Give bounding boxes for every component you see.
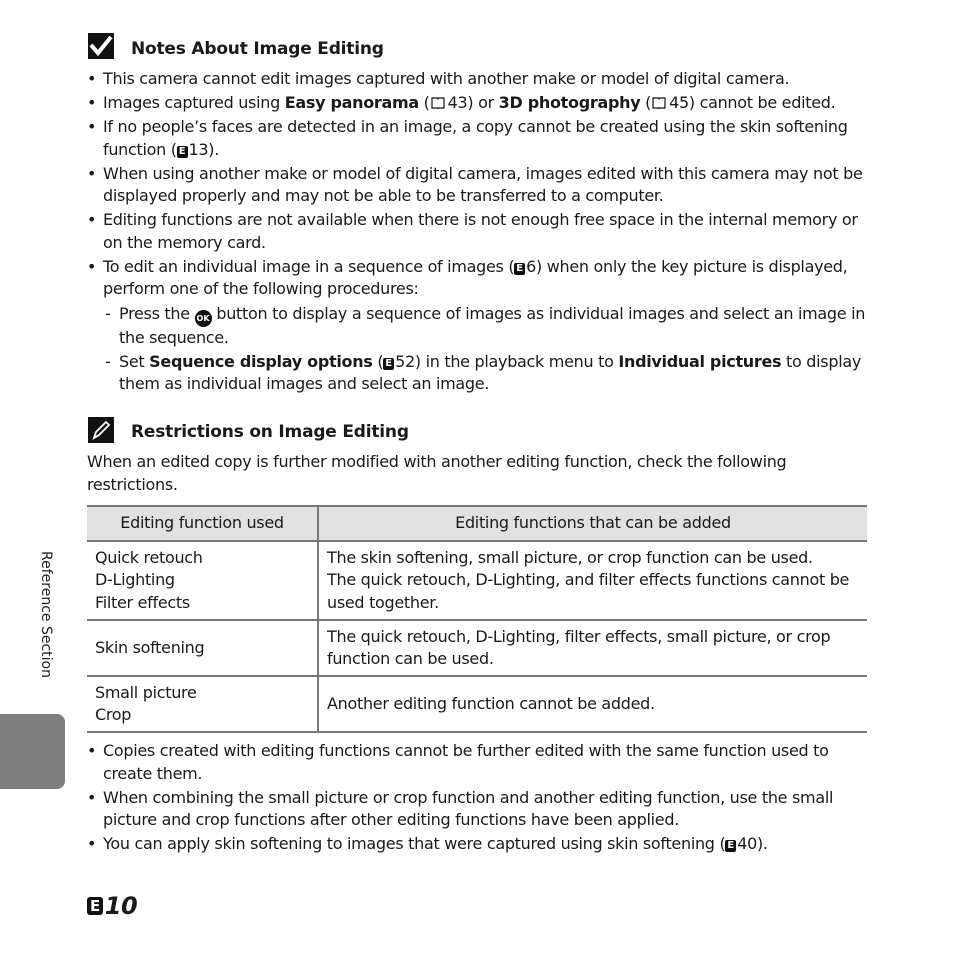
table-cell: Small picture Crop xyxy=(87,676,318,732)
page-number: E 10 xyxy=(87,892,137,920)
list-item: • Copies created with editing functions cannot be further edited with the same function used to create them. xyxy=(87,740,869,785)
list-item: - Set Sequence display options ( E 52) in the playback menu to Individual pictures to display them as individual images and select an image. xyxy=(103,351,869,396)
list-item: • Images captured using Easy panorama ( 43) or 3D photography ( 45) cannot be edited. xyxy=(87,92,869,115)
list-item: • When using another make or model of digital camera, images edited with this camera may not be displayed properly and may not be able to be transferred to a computer. xyxy=(87,163,869,208)
restrictions-table xyxy=(87,505,867,733)
reference-section-icon: E xyxy=(727,840,735,851)
ok-button-icon: OK xyxy=(195,310,212,327)
restrictions-table-wrap xyxy=(87,505,867,733)
pencil-icon xyxy=(88,417,114,443)
table-row xyxy=(87,676,867,732)
notes-heading: Notes About Image Editing xyxy=(131,39,384,59)
section-tab xyxy=(0,714,65,789)
list-item: - Press the OK button to display a sequence of images as individual images and select an image in the sequence. xyxy=(103,303,869,350)
notes-body xyxy=(87,68,869,397)
book-icon xyxy=(652,97,666,109)
reference-section-icon: E xyxy=(87,897,103,915)
list-item: • Editing functions are not available when there is not enough free space in the internal memory or on the memory card. xyxy=(87,209,869,254)
table-cell: Another editing function cannot be added. xyxy=(318,676,867,732)
table-header-row xyxy=(87,506,867,541)
table-cell: The quick retouch, D-Lighting, filter effects, small picture, or crop function can be used. xyxy=(318,620,867,676)
list-item: • When combining the small picture or crop function and another editing function, use the small picture and crop functions after other editing functions have been applied. xyxy=(87,787,869,832)
reference-section-icon: E xyxy=(516,262,524,274)
list-item: • To edit an individual image in a sequence of images ( E 6) when only the key picture is displayed, perform one of the following procedures: - Press the OK button to display a sequence of images as individual images and select an image in the sequence. - Set Sequence display options ( E 52) in the playback menu to Individual pictures to display them as individual images and select an image. xyxy=(87,256,869,396)
table-row xyxy=(87,620,867,676)
sidebar-section-label: Reference Section xyxy=(38,551,54,678)
table-cell: Quick retouch D-Lighting Filter effects xyxy=(87,541,318,620)
reference-section-icon: E xyxy=(178,145,186,157)
restrictions-intro: When an edited copy is further modified with another editing function, check the following restrictions. xyxy=(87,452,787,494)
table-row xyxy=(87,541,867,620)
list-item: • If no people’s faces are detected in an image, a copy cannot be created using the skin softening function ( E 13). xyxy=(87,116,869,161)
column-header: Editing function used xyxy=(87,506,318,541)
reference-section-icon: E xyxy=(385,357,393,369)
list-item: • This camera cannot edit images captured with another make or model of digital camera. xyxy=(87,68,869,91)
restrictions-heading: Restrictions on Image Editing xyxy=(131,422,409,442)
restrictions-notes xyxy=(87,740,869,857)
checkmark-icon xyxy=(88,33,114,59)
column-header: Editing functions that can be added xyxy=(318,506,867,541)
table-cell: Skin softening xyxy=(87,620,318,676)
list-item: • You can apply skin softening to images that were captured using skin softening ( E 40). xyxy=(87,833,869,856)
book-icon xyxy=(431,97,445,109)
table-cell: The skin softening, small picture, or crop function can be used. The quick retouch, D-Lighting, and filter effects functions cannot be used together. xyxy=(318,541,867,620)
